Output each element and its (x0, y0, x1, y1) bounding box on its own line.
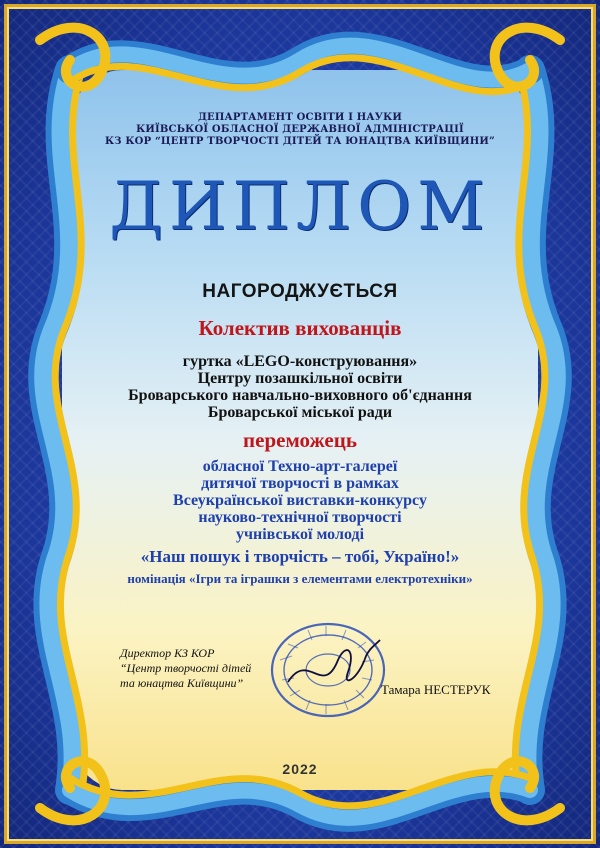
event-line-4: науково-технічної творчості (198, 509, 402, 526)
event-line-2: дитячої творчості в рамках (201, 475, 399, 492)
recipient-line-4: Броварської міської ради (207, 404, 393, 421)
department-line-2: КИЇВСЬКОЇ ОБЛАСНОЇ ДЕРЖАВНОЇ АДМІНІСТРАЦІЇ (136, 124, 464, 135)
signatory-title-line-2: “Центр творчості дітей (120, 661, 252, 675)
department-line-3: КЗ КОР “ЦЕНТР ТВОРЧОСТІ ДІТЕЙ ТА ЮНАЦТВА КИЇВЩИНИ” (104, 136, 496, 147)
issue-year: 2022 (282, 761, 318, 777)
event-quote: «Наш пошук і творчість – тобі, Україно!» (140, 547, 460, 566)
signatory-title-line-1: Директор КЗ КОР (120, 646, 215, 660)
nomination: номінація «Ігри та іграшки з елементами електротехніки» (127, 571, 473, 586)
official-stamp (268, 620, 388, 720)
signatory-name: Тамара НЕСТЕРУК (381, 682, 491, 697)
department-line-1: ДЕПАРТАМЕНТ ОСВІТИ І НАУКИ (197, 112, 403, 123)
recipient-line-1: гуртка «LEGO-конструювання» (182, 353, 418, 370)
recipient-heading: Колектив вихованців (198, 316, 402, 340)
recipient-line-2: Центру позашкільної освіти (197, 370, 403, 387)
signatory-title-line-3: та юнацтва Київщини” (120, 676, 244, 690)
signatory-title (120, 646, 251, 691)
event-line-3: Всеукраїнської виставки-конкурсу (173, 492, 427, 509)
diploma-title: ДИПЛОМ (109, 168, 491, 245)
winner-label: переможець (243, 428, 357, 452)
event-line-1: обласної Техно-арт-галереї (202, 458, 398, 475)
event-line-5: учнівської молоді (235, 526, 365, 543)
awarded-label: НАГОРОДЖУЄТЬСЯ (202, 281, 398, 302)
recipient-line-3: Броварського навчально-виховного об'єднання (128, 387, 472, 404)
